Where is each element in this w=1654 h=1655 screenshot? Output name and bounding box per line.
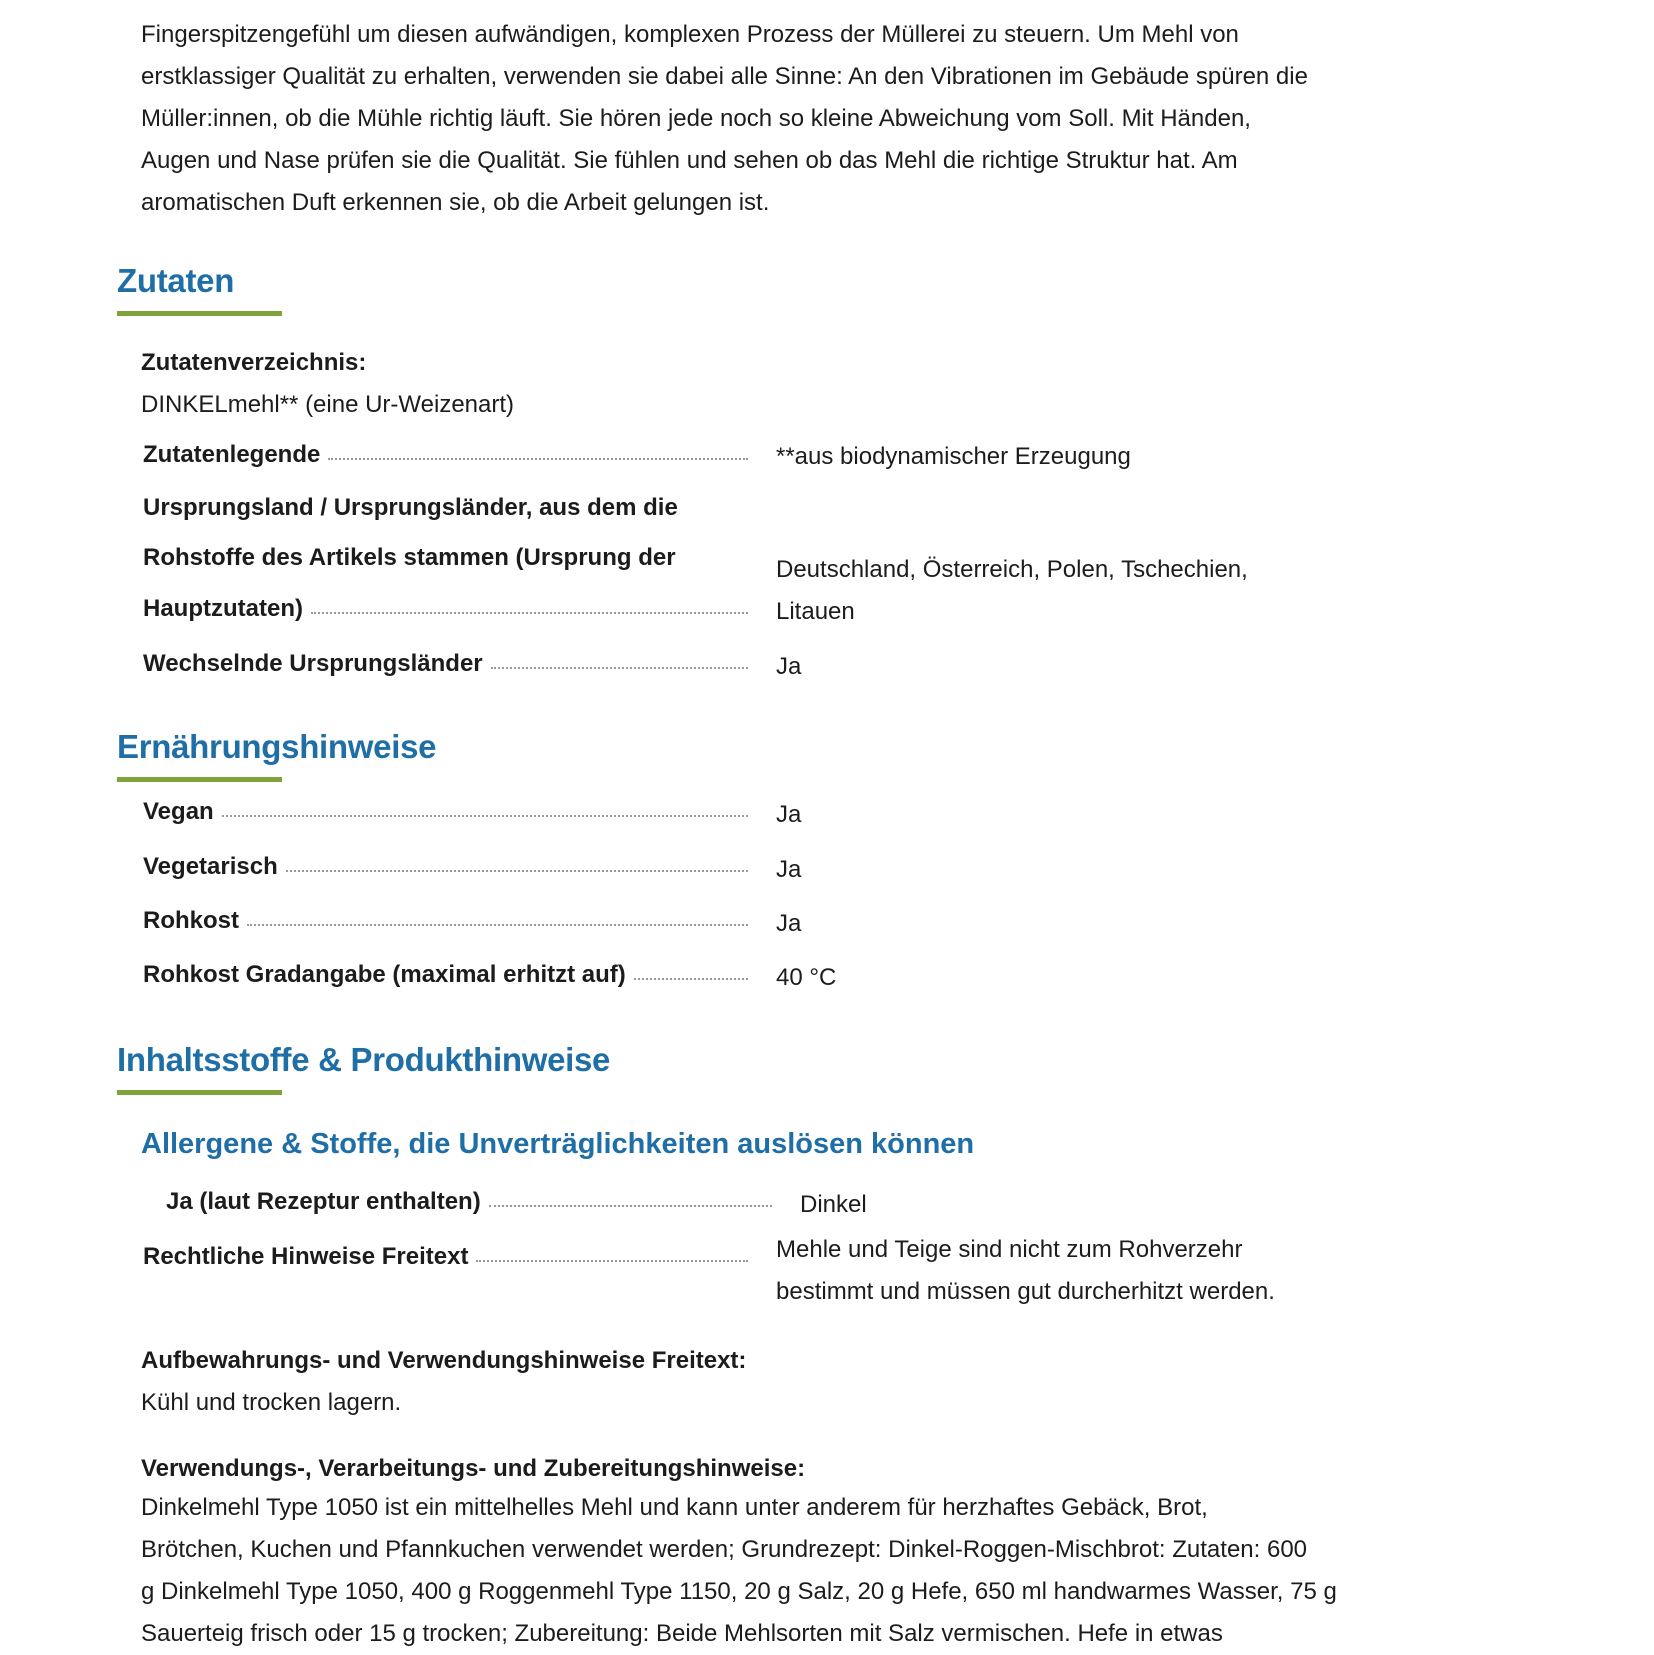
field-value: Ja	[776, 801, 802, 828]
field-value: Ja	[776, 653, 802, 680]
verwendung-line: Sauerteig frisch oder 15 g trocken; Zubereitung: Beide Mehlsorten mit Salz vermischen. Hefe in etwas	[141, 1620, 1223, 1647]
field-value-ursprung-line: Deutschland, Österreich, Polen, Tschechien,	[776, 556, 1248, 583]
field-label: Ja (laut Rezeptur enthalten)	[166, 1188, 481, 1215]
field-row-vegan	[143, 798, 748, 826]
field-label: Rohkost	[143, 907, 239, 934]
dot-leader	[634, 978, 748, 980]
field-value: Ja	[776, 856, 802, 883]
aufbewahrung-label: Aufbewahrungs- und Verwendungshinweise Freitext:	[141, 1347, 747, 1374]
intro-line: erstklassiger Qualität zu erhalten, verwenden sie dabei alle Sinne: An den Vibrationen im Gebäude spüren die	[141, 63, 1308, 90]
field-value-line: Mehle und Teige sind nicht zum Rohverzehr	[776, 1236, 1243, 1263]
field-label: Rohkost Gradangabe (maximal erhitzt auf)	[143, 961, 626, 988]
intro-line: aromatischen Duft erkennen sie, ob die Arbeit gelungen ist.	[141, 189, 770, 216]
field-value: **aus biodynamischer Erzeugung	[776, 443, 1131, 470]
intro-line: Müller:innen, ob die Mühle richtig läuft. Sie hören jede noch so kleine Abweichung vom Soll. Mit Händen,	[141, 105, 1251, 132]
field-value-line: bestimmt und müssen gut durcherhitzt werden.	[776, 1278, 1275, 1305]
verwendung-line: Brötchen, Kuchen und Pfannkuchen verwendet werden; Grundrezept: Dinkel-Roggen-Mischbrot: Zutaten: 600	[141, 1536, 1308, 1563]
field-label: Rechtliche Hinweise Freitext	[143, 1243, 469, 1270]
field-value-ursprung-line: Litauen	[776, 598, 855, 625]
verwendung-label: Verwendungs-, Verarbeitungs- und Zubereitungshinweise:	[141, 1455, 806, 1482]
field-value: Ja	[776, 910, 802, 937]
field-row-wechselnd	[143, 650, 748, 678]
field-row-ursprung	[143, 595, 748, 623]
section-heading-inhalt: Inhaltsstoffe & Produkthinweise	[117, 1041, 611, 1078]
field-row-zutatenlegende	[143, 441, 748, 469]
field-label: Vegan	[143, 798, 214, 825]
section-heading-zutaten: Zutaten	[117, 262, 235, 299]
intro-line: Fingerspitzengefühl um diesen aufwändigen, komplexen Prozess der Müllerei zu steuern. Um Mehl von	[141, 21, 1239, 48]
field-label: Zutatenlegende	[143, 441, 321, 468]
dot-leader	[489, 1205, 772, 1207]
section-rule	[117, 311, 282, 316]
section-rule	[117, 777, 282, 782]
field-row-allergen	[166, 1188, 772, 1216]
verwendung-paragraph	[141, 1487, 1401, 1655]
field-label-ursprung-line: Hauptzutaten)	[143, 595, 303, 622]
field-row-rohkost	[143, 907, 748, 935]
dot-leader	[286, 870, 748, 872]
aufbewahrung-value: Kühl und trocken lagern.	[141, 1389, 402, 1416]
dot-leader	[222, 815, 748, 817]
field-label: Wechselnde Ursprungsländer	[143, 650, 483, 677]
field-value: 40 °C	[776, 964, 837, 991]
field-value: Dinkel	[800, 1191, 867, 1218]
field-label: Vegetarisch	[143, 853, 278, 880]
section-heading-ernaehrung: Ernährungshinweise	[117, 728, 437, 765]
intro-line: Augen und Nase prüfen sie die Qualität. Sie fühlen und sehen ob das Mehl die richtige Struktur hat. Am	[141, 147, 1238, 174]
zutatenverzeichnis-value: DINKELmehl** (eine Ur-Weizenart)	[141, 391, 515, 418]
dot-leader	[247, 924, 748, 926]
verwendung-line: g Dinkelmehl Type 1050, 400 g Roggenmehl Type 1150, 20 g Salz, 20 g Hefe, 650 ml handwarmes Wasser, 75 g	[141, 1578, 1337, 1605]
dot-leader	[311, 612, 748, 614]
dot-leader	[476, 1260, 748, 1262]
field-row-vegetarisch	[143, 853, 748, 881]
dot-leader	[328, 458, 748, 460]
dot-leader	[491, 667, 748, 669]
field-row-rechtlich	[143, 1243, 748, 1271]
section-rule	[117, 1090, 282, 1095]
field-label-ursprung-line: Rohstoffe des Artikels stammen (Ursprung der	[143, 544, 676, 571]
field-row-rohkost-grad	[143, 961, 748, 989]
verwendung-line: Dinkelmehl Type 1050 ist ein mittelhelles Mehl und kann unter anderem für herzhaftes Gebäck, Brot,	[141, 1494, 1208, 1521]
zutatenverzeichnis-label: Zutatenverzeichnis:	[141, 349, 367, 376]
field-label-ursprung-line: Ursprungsland / Ursprungsländer, aus dem die	[143, 494, 678, 521]
intro-paragraph	[141, 14, 1401, 224]
subsection-heading-allergene: Allergene & Stoffe, die Unverträglichkeiten auslösen können	[141, 1128, 975, 1160]
